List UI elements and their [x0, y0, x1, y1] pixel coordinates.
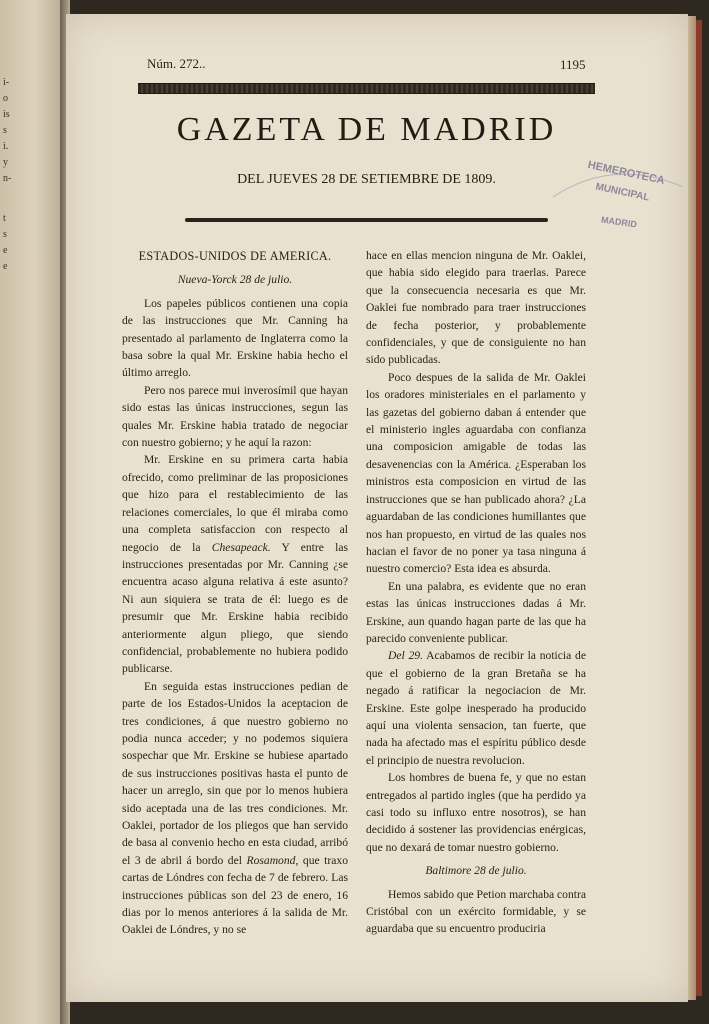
dateline-label: Del 29.	[388, 649, 424, 663]
facing-page-fragments	[3, 75, 19, 275]
article-dateline: Baltimore 28 de julio.	[425, 864, 527, 878]
fragment: e	[3, 261, 8, 272]
fragment: s	[3, 229, 7, 240]
stamp-line-1: HEMEROTECA	[586, 158, 666, 188]
fragment: i.	[3, 141, 9, 152]
fragment: y	[3, 157, 8, 168]
section-heading: ESTADOS-UNIDOS DE AMERICA.	[138, 249, 332, 263]
ship-name: Chesapeack.	[211, 540, 271, 554]
page-number: 1195	[560, 57, 586, 72]
column-left	[122, 248, 348, 939]
paragraph-text: Acabamos de recibir la noticia de que el gobierno de la gran Bretaña se ha negado á ratificar la negociacion de Mr. Erskine. Este golpe inesperado ha producido aquí una violenta sensacion, tan fuerte, que nada ha afectado mas el espíritu público desde el principio de nuestra revolucion.	[366, 649, 586, 767]
paragraph-text: En seguida estas instrucciones pedian de parte de los Estados-Unidos la aceptacion de tres condiciones, á que nuestro gobierno no podia nunca acceder; y no podemos siquiera sospechar que Mr. Erskine se hubiese apartado de sus instrucciones positivas hasta el punto de hacer un arreglo, sin que por lo menos hubiera sido aceptada una de las tres condiciones. Mr. Oaklei, portador de los pliegos que han servido de basa al convenio hecho en esta ciudad, arribó el 3 de abril á bordo del	[122, 679, 348, 867]
divider-rule	[185, 218, 548, 222]
library-stamp	[543, 157, 693, 237]
stamp-line-3: MADRID	[600, 214, 638, 230]
paragraph-text: que traxo cartas de Lóndres con fecha de 7 de febrero. Las instrucciones públicas son del 23 de enero, 16 dias por lo menos anteriores á la salida de Mr. Oaklei de Lóndres, y no se	[122, 853, 349, 937]
column-right	[366, 247, 586, 938]
paragraph	[366, 647, 586, 769]
paragraph: En una palabra, es evidente que no eran estas las únicas instrucciones dadas á Mr. Erskine, aun quando hagan parte de las que ha parecido conveniente publicar.	[366, 579, 586, 645]
paragraph: Los hombres de buena fe, y que no estan entregados al partido ingles (que ha perdido ya casi todo su influxo entre nosotros), se han decidido á sostener las providencias enérgicas, que no dexará de tomar nuestro gobierno.	[366, 771, 586, 854]
fragment: s	[3, 125, 7, 136]
paragraph-text: Y entre las instrucciones presentadas por Mr. Canning ¿se encuentra acaso alguna relativa á este asunto? Ni aun siquiera se trata de él: luego es de presumir que Mr. Erskine habia recibido anteriormente algun pliego, que siendo confidencial, probablemente no hubiera podido publicarse.	[122, 540, 348, 676]
ship-name: Rosamond,	[246, 853, 299, 867]
paragraph: hace en ellas mencion ninguna de Mr. Oaklei, que habia sido elegido para traerlas. Parece que la consecuencia necesaria es que Mr. Oaklei fue nombrado para traer instrucciones de fecha posterior, y probablemente confidenciales, y que de consiguiente no han sido publicadas.	[366, 249, 586, 367]
paragraph	[122, 678, 348, 939]
issue-number: Núm. 272..	[147, 56, 206, 71]
fragment: t	[3, 213, 6, 224]
fragment: is	[3, 109, 10, 120]
ornamental-rule	[138, 83, 595, 94]
article-dateline: Nueva-Yorck 28 de julio.	[177, 273, 293, 287]
paragraph: Hemos sabido que Petion marchaba contra Cristóbal con un exército formidable, y se aguardaba que su encuentro produciria	[366, 887, 586, 936]
paragraph-text: Mr. Erskine en su primera carta habia ofrecido, como preliminar de las proposiciones que hizo para el restablecimiento de las relaciones comerciales, lo que él miraba como una completa satisfaccion con respecto al negocio de la	[122, 453, 348, 554]
fragment: i-	[3, 77, 10, 88]
binding-edge	[696, 20, 702, 996]
paragraph: Los papeles públicos contienen una copia de las instrucciones que Mr. Canning ha presentado al parlamento de Inglaterra como la basa sobre la qual Mr. Erskine habia hecho el último arreglo.	[122, 296, 348, 380]
masthead-date: DEL JUEVES 28 DE SETIEMBRE DE 1809.	[237, 172, 496, 187]
masthead-title: GAZETA DE MADRID	[176, 111, 557, 148]
facing-page-edge	[0, 0, 62, 1024]
paragraph: Poco despues de la salida de Mr. Oaklei los oradores ministeriales en el parlamento y las gazetas del gobierno daban á entender que el ministerio ingles aguardaba con confianza una composicion amigable de todas las desavenencias con la América. ¿Esperaban los ministros esta composicion en virtud de las instrucciones que se han publicado ahora? ¿La aguardaban de las condiciones humillantes que nos han propuesto, en virtud de las quales nos hacian el favor de no poner ya tasa ninguna á nuestro comercio? Esta idea es absurda.	[366, 370, 586, 576]
stamp-line-2: MUNICIPAL	[594, 181, 651, 204]
fragment: e	[3, 245, 8, 256]
paragraph	[122, 451, 348, 677]
paragraph: Pero nos parece mui inverosímil que hayan sido estas las únicas instrucciones, segun las quales Mr. Erskine habia tratado de negociar con nuestro gobierno; y he aquí la razon:	[122, 383, 348, 450]
fragment: o	[3, 93, 8, 104]
fragment: n-	[3, 173, 12, 184]
